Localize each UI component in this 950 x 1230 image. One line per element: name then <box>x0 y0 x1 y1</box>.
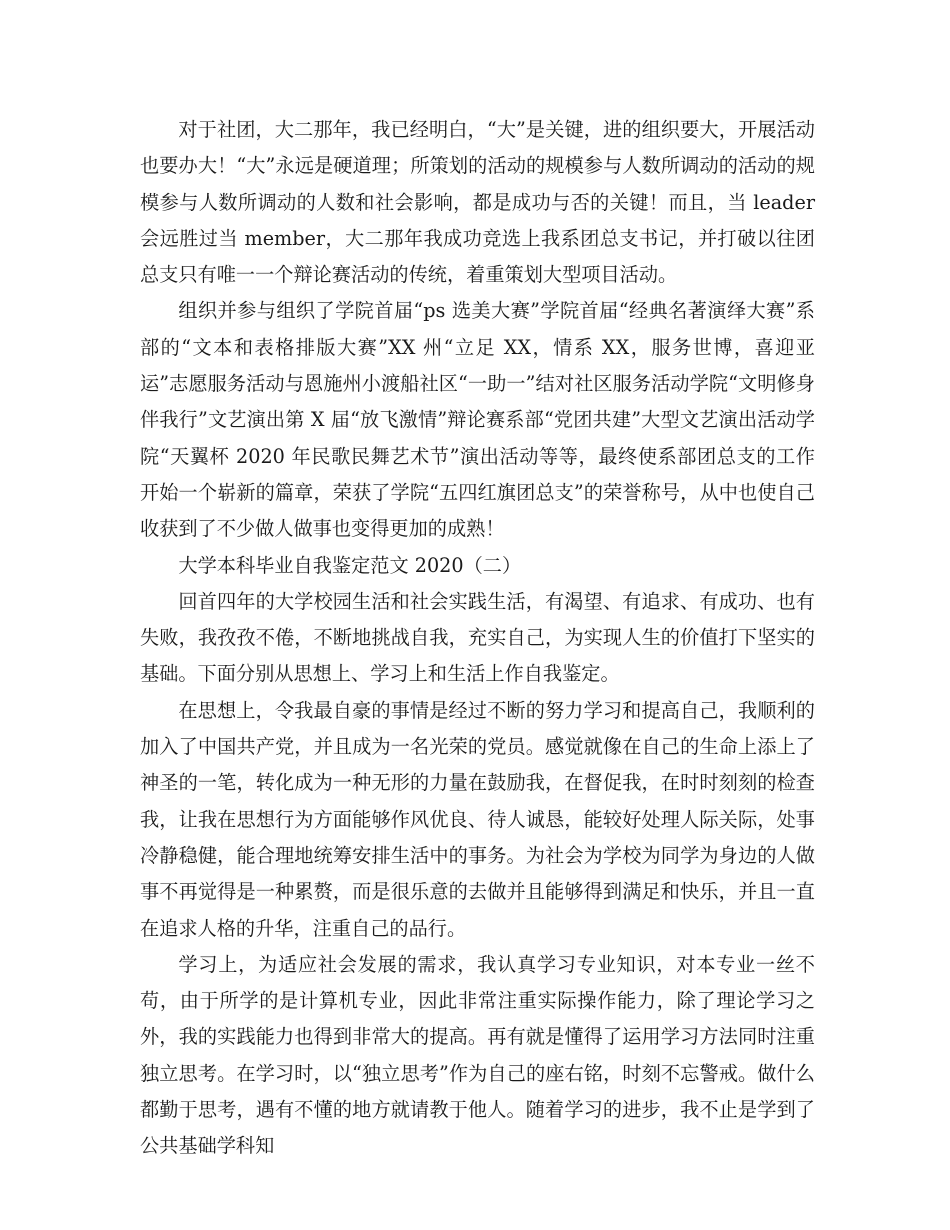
paragraph-ideology: 在思想上，令我最自豪的事情是经过不断的努力学习和提高自己，我顺利的加入了中国共产党，并且成为一名光荣的党员。感觉就像在自己的生命上添上了神圣的一笔，转化成为一种无形的力量在鼓励我，在督促我，在时时刻刻的检查我，让我在思想行为方面能够作风优良、待人诚恳，能较好处理人际关际，处事冷静稳健，能合理地统筹安排生活中的事务。为社会为学校为同学为身边的人做事不再觉得是一种累赘，而是很乐意的去做并且能够得到满足和快乐，并且一直在追求人格的升华，注重自己的品行。 <box>140 698 815 940</box>
document-body <box>140 112 815 1165</box>
paragraph-introduction: 回首四年的大学校园生活和社会实践生活，有渴望、有追求、有成功、也有失败，我孜孜不倦，不断地挑战自我，充实自己，为实现人生的价值打下坚实的基础。下面分别从思想上、学习上和生活上作自我鉴定。 <box>140 589 815 686</box>
paragraph-study: 学习上，为适应社会发展的需求，我认真学习专业知识，对本专业一丝不苟，由于所学的是计算机专业，因此非常注重实际操作能力，除了理论学习之外，我的实践能力也得到非常大的提高。再有就是懂得了运用学习方法同时注重独立思考。在学习时，以“独立思考”作为自己的座右铭，时刻不忘警戒。做什么都勤于思考，遇有不懂的地方就请教于他人。随着学习的进步，我不止是学到了公共基础学科知 <box>140 952 815 1158</box>
paragraph-club-activities: 对于社团，大二那年，我已经明白，“大”是关键，进的组织要大，开展活动也要办大！“大”永远是硬道理；所策划的活动的规模参与人数所调动的活动的规模参与人数所调动的人数和社会影响，都是成功与否的关键！而且，当 leader 会远胜过当 member，大二那年我成功竞选上我系团总支书记，并打破以往团总支只有唯一一个辩论赛活动的传统，着重策划大型项目活动。 <box>140 118 815 287</box>
section-heading: 大学本科毕业自我鉴定范文 2020（二） <box>178 553 522 577</box>
paragraph-organized-events: 组织并参与组织了学院首届“ps 选美大赛”学院首届“经典名著演绎大赛”系部的“文本和表格排版大赛”XX 州“立足 XX，情系 XX，服务世博，喜迎亚运”志愿服务活动与恩施州小渡船社区“一助一”结对社区服务活动学院“文明修身伴我行”文艺演出第 X 届“放飞激情”辩论赛系部“党团共建”大型文艺演出活动学院“天翼杯 2020 年民歌民舞艺术节”演出活动等等，最终使系部团总支的工作开始一个崭新的篇章，荣获了学院“五四红旗团总支”的荣誉称号，从中也使自己收获到了不少做人做事也变得更加的成熟！ <box>140 299 815 541</box>
